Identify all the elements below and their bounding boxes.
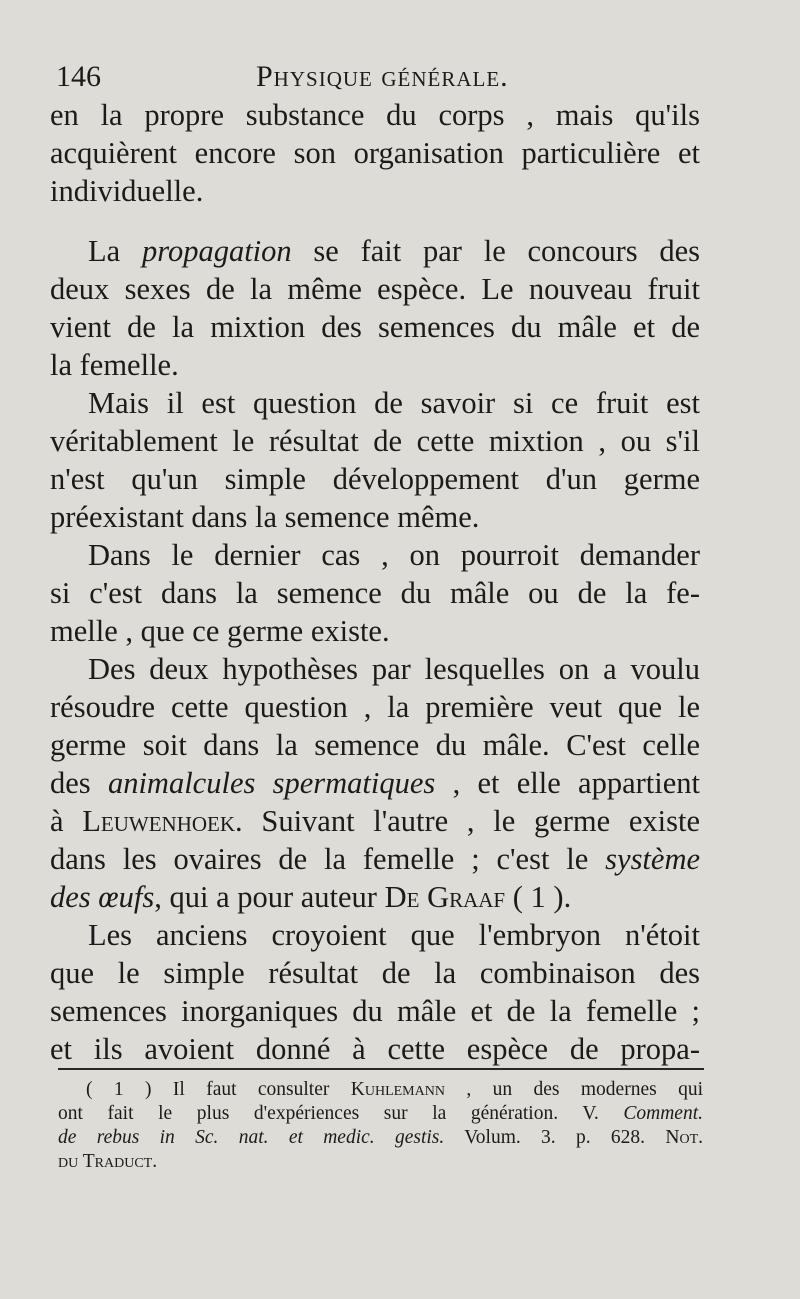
text-line: des œufs, qui a pour auteur De Graaf ( 1 ). (50, 880, 572, 914)
running-title: Physique générale. (256, 60, 509, 93)
text-line: et ils avoient donné à cette espèce de propa- (50, 1032, 700, 1066)
page-header (56, 52, 736, 100)
text-line: deux sexes de la même espèce. Le nouveau fruit (50, 272, 700, 306)
footnote-line: de rebus in Sc. nat. et medic. gestis. Volum. 3. p. 628. Not. (58, 1127, 703, 1148)
author-name: Leuwenhoek. (82, 804, 243, 838)
italic-term: des œufs (50, 880, 155, 914)
text-line: Dans le dernier cas , on pourroit demander (88, 538, 700, 572)
text-line: La propagation se fait par le concours des (88, 234, 701, 268)
text-line: semences inorganiques du mâle et de la femelle ; (50, 994, 700, 1028)
footnote (58, 1078, 703, 1174)
author-name: Kuhlemann (350, 1079, 445, 1100)
footnote-line: ont fait le plus d'expériences sur la génération. V. Comment. (58, 1103, 704, 1124)
text-line: véritablement le résultat de cette mixtion , ou s'il (50, 424, 700, 458)
text-line: Les anciens croyoient que l'embryon n'étoit (88, 918, 700, 952)
italic-term: animalcules spermatiques (107, 766, 436, 800)
text-line: melle , que ce germe existe. (50, 614, 390, 648)
text-line: germe soit dans la semence du mâle. C'est celle (50, 728, 700, 762)
page-number: 146 (56, 60, 101, 93)
text-line: en la propre substance du corps , mais qu'ils (50, 98, 700, 132)
text-line: préexistant dans la semence même. (50, 500, 480, 534)
body-text (50, 96, 700, 1068)
text-line: la femelle. (50, 348, 179, 382)
author-name: De Graaf (384, 880, 506, 914)
footnote-line: ( 1 ) Il faut consulter Kuhlemann , un des modernes qui (86, 1079, 703, 1100)
text-line: des animalcules spermatiques , et elle appartient (50, 766, 700, 800)
text-line: vient de la mixtion des semences du mâle et de (50, 310, 700, 344)
text-line: dans les ovaires de la femelle ; c'est le système (50, 842, 701, 876)
text-line: individuelle. (50, 174, 204, 208)
text-line: résoudre cette question , la première veut que le (50, 690, 700, 724)
text-line: que le simple résultat de la combinaison des (50, 956, 700, 990)
text-line: si c'est dans la semence du mâle ou de la fe- (50, 576, 700, 610)
footnote-rule (58, 1068, 704, 1070)
text-line: n'est qu'un simple développement d'un germe (50, 462, 700, 496)
text-line: Mais il est question de savoir si ce fruit est (88, 386, 700, 420)
footnote-line: du Traduct. (58, 1151, 158, 1172)
text-line: acquièrent encore son organisation particulière et (50, 136, 700, 170)
italic-term: propagation (141, 234, 292, 268)
text-line: à Leuwenhoek. Suivant l'autre , le germe existe (50, 804, 701, 838)
text-line: Des deux hypothèses par lesquelles on a voulu (88, 652, 700, 686)
italic-term: système (605, 842, 701, 876)
